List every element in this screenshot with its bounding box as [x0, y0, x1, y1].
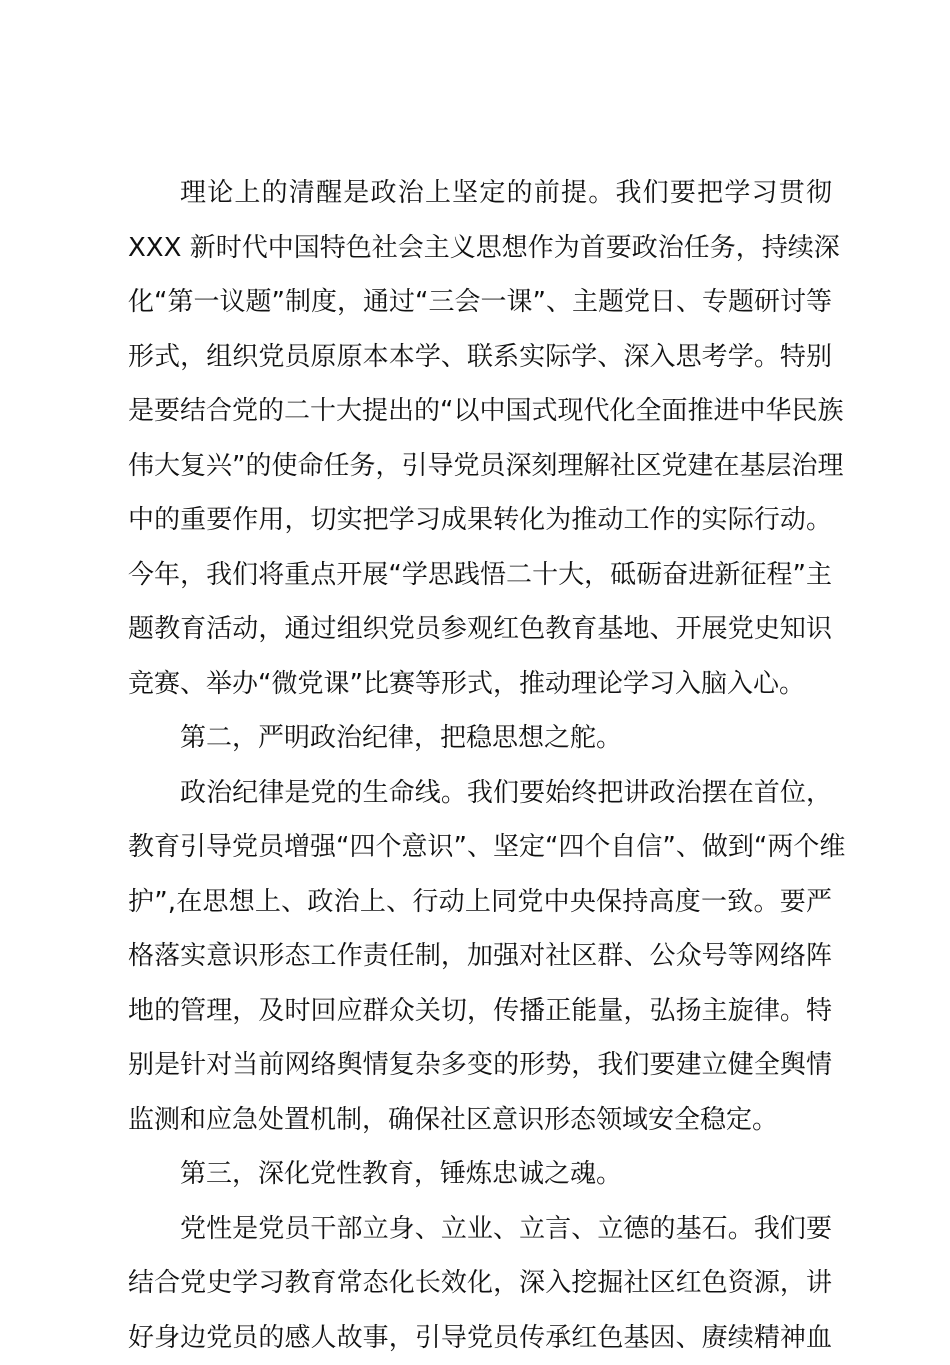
text-line: 好身边党员的感人故事，引导党员传承红色基因、赓续精神血 [128, 1311, 832, 1365]
text-line: 形式，组织党员原原本本学、联系实际学、深入思考学。特别 [128, 330, 832, 385]
text-line: 化“第一议题”制度，通过“三会一课”、主题党日、专题研讨等 [128, 275, 832, 330]
text-line: 第二，严明政治纪律，把稳思想之舵。 [128, 711, 832, 766]
text-line: 中的重要作用，切实把学习成果转化为推动工作的实际行动。 [128, 493, 832, 548]
text-line: 理论上的清醒是政治上坚定的前提。我们要把学习贯彻 [128, 166, 832, 221]
text-line: 是要结合党的二十大提出的“以中国式现代化全面推进中华民族 [128, 384, 832, 439]
text-line: 今年，我们将重点开展“学思践悟二十大，砥砺奋进新征程”主 [128, 548, 832, 603]
text-line: 政治纪律是党的生命线。我们要始终把讲政治摆在首位， [128, 766, 832, 821]
document-body [128, 166, 832, 1365]
text-line: 监测和应急处置机制，确保社区意识形态领域安全稳定。 [128, 1093, 832, 1148]
text-line: 地的管理，及时回应群众关切，传播正能量，弘扬主旋律。特 [128, 984, 832, 1039]
text-line: 格落实意识形态工作责任制，加强对社区群、公众号等网络阵 [128, 929, 832, 984]
text-line: XXX 新时代中国特色社会主义思想作为首要政治任务，持续深 [128, 221, 832, 276]
text-line: 伟大复兴”的使命任务，引导党员深刻理解社区党建在基层治理 [128, 439, 832, 494]
text-line: 别是针对当前网络舆情复杂多变的形势，我们要建立健全舆情 [128, 1038, 832, 1093]
text-line: 教育引导党员增强“四个意识”、坚定“四个自信”、做到“两个维 [128, 820, 832, 875]
text-line: 第三，深化党性教育，锤炼忠诚之魂。 [128, 1147, 832, 1202]
text-line: 护”,在思想上、政治上、行动上同党中央保持高度一致。要严 [128, 875, 832, 930]
text-line: 竞赛、举办“微党课”比赛等形式，推动理论学习入脑入心。 [128, 657, 832, 712]
text-line: 题教育活动，通过组织党员参观红色教育基地、开展党史知识 [128, 602, 832, 657]
text-line: 党性是党员干部立身、立业、立言、立德的基石。我们要 [128, 1202, 832, 1257]
text-line: 结合党史学习教育常态化长效化，深入挖掘社区红色资源，讲 [128, 1256, 832, 1311]
